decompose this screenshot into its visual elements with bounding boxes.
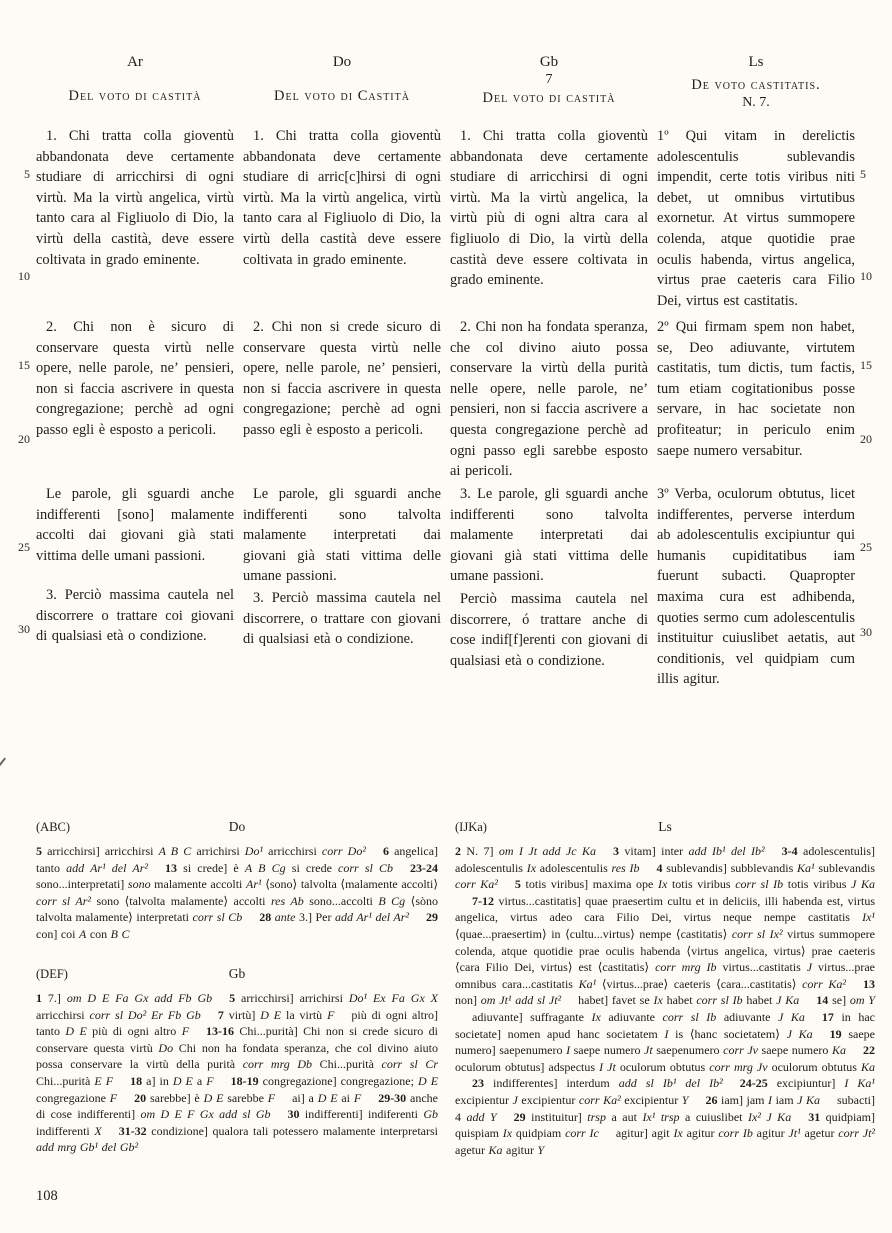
line-number-left-20: 20	[18, 432, 30, 446]
apparatus-heading	[36, 966, 438, 987]
paragraph-ar-2: 2. Chi non è sicuro di conservare questa virtù nelle opere, nelle parole, ne’ pensieri, non si faccia ascrivere in questa congregazione; perchè ad ogni passo egli è esposto a pericoli.	[36, 319, 234, 438]
column-siglum-ar: Ar	[127, 54, 143, 70]
apparatus-witness: Gb	[228, 966, 246, 981]
line-number-right-30: 30	[860, 625, 872, 639]
apparatus-sigla-group: (DEF)	[36, 967, 68, 981]
apparatus-block-ijka	[455, 819, 875, 1158]
apparatus-witness: Do	[228, 819, 246, 834]
apparatus-block-abc	[36, 819, 438, 943]
apparatus-heading	[455, 819, 875, 840]
apparatus-heading	[36, 819, 438, 840]
column-siglum-gb: Gb	[539, 54, 559, 70]
paragraph-do-4: 3. Perciò massima cautela nel discorrere, o trattare con giovani di qualsiasi età o condizione.	[243, 590, 441, 648]
paragraph-do-3: Le parole, gli sguardi anche indifferenti sono talvolta malamente interpretati dai giovani già stati vittima delle umane passioni.	[243, 486, 441, 585]
line-number-left-30: 30	[18, 622, 30, 636]
apparatus-entries: 1 7.] om D E Fa Gx add Fb Gb 5 arricchirsi] arrichirsi Do¹ Ex Fa Gx X arricchirsi corr sl Do² Er Fb Gb 7 virtù] D E la virtù F più di ogni altro] tanto D E più di ogni altro F 13-16 Chi...purità] Chi non si crede sicuro di conservare questa virtù Do Chi non ha fondata speranza, che col divino aiuto possa conservare la virtù della purità corr mrg Db Chi...purità corr sl Cr Chi...purità E F 18 a] in D E a F 18-19 congregazione] congregazione; D E congregazione F 20 sarebbe] è D E sarebbe F ai] a D E ai F 29-30 anche di cose indifferenti] om D E F Gx add sl Gb 30 indifferenti] indiferenti Gb indifferenti X 31-32 condizione] qualora tali potessero malamente interpretarsi add mrg Gb¹ del Gb²	[36, 991, 439, 1155]
paragraph-do-2: 2. Chi non si crede sicuro di conservare questa virtù nelle opere, nelle parole, ne’ pensieri, non si faccia ascrivere in questa congregazione; perchè ad ogni passo egli è esposto a pericoli.	[243, 319, 441, 438]
line-number-left-5: 5	[24, 167, 30, 181]
apparatus-sigla-group: (IJKa)	[455, 820, 487, 834]
paragraph-gb-3: 3. Le parole, gli sguardi anche indifferenti sono talvolta malamente interpretati dai giovani già stati vittima delle umane passioni.	[450, 486, 648, 585]
page-number: 108	[36, 1188, 58, 1204]
line-number-right-5: 5	[860, 167, 866, 181]
paragraph-ar-4: 3. Perciò massima cautela nel discorrere o trattare coi giovani di qualsiasi età o condizione.	[36, 587, 234, 645]
paragraph-ls-1: 1º Qui vitam in derelictis adolescentulis sublevandis impendit, certe totis viribus niti debet, ut omnibus virtutibus exornetur. At virtus summopere colenda, atque quotidie prae oculis habenda, virtus angelica, virtus prae caeteris cara Filio Dei, virtus est castitatis.	[657, 128, 855, 309]
column-siglum-do: Do	[332, 54, 352, 70]
paragraph-ar-1: 1. Chi tratta colla gioventù abbandonata deve certamente studiare di arricchirsi di ogni virtù. Ma la virtù angelica, virtù tanto cara al Figliuolo di Dio, la virtù della castità, deve essere coltivata in grado eminente.	[36, 128, 234, 268]
line-number-left-15: 15	[18, 358, 30, 372]
column-title-gb: Del voto di castità	[482, 90, 616, 106]
line-number-left-25: 25	[18, 540, 30, 554]
chapter-number-ls: N. 7.	[742, 95, 770, 110]
line-number-right-15: 15	[860, 358, 872, 372]
scan-stray-mark	[0, 758, 6, 775]
apparatus-witness: Ls	[658, 819, 672, 834]
paragraph-gb-2: 2. Chi non ha fondata speranza, che col divino aiuto possa conservare la virtù della purità nelle opere, nelle parole, ne’ pensieri, non si faccia ascrivere a questa congregazione perchè ad ogni passo egli sarebbe esposto ai pericoli.	[450, 319, 648, 480]
column-siglum-ls: Ls	[748, 54, 764, 70]
line-number-right-10: 10	[860, 269, 872, 283]
apparatus-block-def	[36, 966, 438, 1156]
line-number-left-10: 10	[18, 269, 30, 283]
paragraph-gb-4: Perciò massima cautela nel discorrere, ó trattare anche di cose indif[f]erenti con giovani di qualsiasi età o condizione.	[450, 591, 648, 669]
chapter-number-gb: 7	[545, 72, 553, 87]
apparatus-sigla-group: (ABC)	[36, 820, 71, 834]
apparatus-entries: 2 N. 7] om I Jt add Jc Ka 3 vitam] inter add Ib¹ del Ib² 3-4 adolescentulis] adolescentulis Ix adolescentulis res Ib 4 sublevandis] subblevandis Ka¹ sublevandis corr Ka² 5 totis viribus] maxima ope Ix totis viribus corr sl Ib totis viribus J Ka7-12 virtus...castitatis] quae praesertim cultu et in deliciis, illi habenda est, virtus angelica, virtus adeo cara Filio Dei, virtus neque nempe castitatis Ix¹ ⟨quae...praesertim⟩ in ⟨cultu...virtus⟩ nempe ⟨castitatis⟩ corr sl Ix² virtus summopere colenda, atque quotidie prae oculis habenda ⟨virtus angelica, virtus⟩ prae caeteris ⟨cara Filio Dei, virtus⟩ est ⟨castitatis⟩ corr mrg Ib virtus...castitatis J virtus...prae omnibus cara...castitatis Ka¹ ⟨virtus...prae⟩ caeteris ⟨cara...castitatis⟩ corr Ka² 13 non] om Jt¹ add sl Jt² habet] favet se Ix habet corr sl Ib habet J Ka 14 se] om Yadiuvante] suffragante Ix adiuvante corr sl Ib adiuvante J Ka 17 in hac societate] nomen apud hanc societatem I is ⟨hanc societatem⟩ J Ka 19 saepe numero] saepenumero I saepe numero Jt saepenumero corr Jv saepe numero Ka 22 oculorum obtutus] adspectus I Jt oculorum obtutus corr mrg Jv oculorum obtutus Ka23 indifferentes] interdum add sl Ib¹ del Ib² 24-25 excipiuntur] I Ka¹ excipientur J excipientur corr Ka² excipientur Y 26 iam] jam I iam J Ka subacti] 4 add Y 29 instituitur] trsp a aut Ix¹ trsp a cuiuslibet Ix² J Ka 31 quidpiam] quispiam Ix quidpiam corr Ic agitur] agit Ix agitur corr Ib agitur Jt¹ agetur corr Jt² agetur Ka agitur Y	[455, 844, 876, 1157]
line-number-right-25: 25	[860, 540, 872, 554]
column-title-ar: Del voto di castità	[68, 88, 202, 104]
apparatus-entries: 5 arricchirsi] arricchirsi A B C arrichirsi Do¹ arricchirsi corr Do² 6 angelica] tanto add Ar¹ del Ar² 13 si crede] è A B Cg si crede corr sl Cb 23-24 sono...interpretati] sono malamente accolti Ar¹ ⟨sono⟩ talvolta ⟨malamente accolti⟩ corr sl Ar² sono ⟨talvolta malamente⟩ accolti res Ab sono...accolti B Cg ⟨sòno talvolta malamente⟩ interpretati corr sl Cb 28 ante 3.] Per add Ar¹ del Ar² 29 con] coi A con B C	[36, 844, 439, 941]
paragraph-ar-3: Le parole, gli sguardi anche indifferenti [sono] malamente accolti dai giovani già stati vittima delle umani passioni.	[36, 486, 234, 564]
paragraph-gb-1: 1. Chi tratta colla gioventù abbandonata deve certamente studiare di arricchirsi di ogni virtù. Ma la virtù angelica, la virtù più di ogni altra cara al figliuolo di Dio, la virtù della castità deve essere coltivata in grado eminente.	[450, 128, 648, 289]
paragraph-ls-3: 3º Verba, oculorum obtutus, licet indifferentes, perverse interdum ab adolescentulis excipiuntur qui humanis cupiditatibus iam fuerunt subacti. Quapropter maxima cura est adhibenda, quoties sermo cum adolescentulis instituitur cuiuslibet aetatis, aut conditionis, vel quidpiam cum illis agitur.	[657, 486, 855, 688]
paragraph-ls-2: 2º Qui firmam spem non habet, se, Deo adiuvante, virtutem castitatis, tum dictis, tum factis, tum etiam cogitationibus posse servare, in hac societate non profiteatur; in periculo enim saepe numero versabitur.	[657, 319, 855, 459]
column-title-ls: De voto castitatis.	[691, 77, 821, 93]
column-title-do: Del voto di Castità	[274, 88, 410, 104]
line-number-right-20: 20	[860, 432, 872, 446]
paragraph-do-1: 1. Chi tratta colla gioventù abbandonata deve certamente studiare di arric[c]hirsi di ogni virtù. Ma la virtù angelica, virtù tanto cara al Figliuolo di Dio, la virtù della castità deve essere coltivata in grado eminente.	[243, 128, 441, 268]
